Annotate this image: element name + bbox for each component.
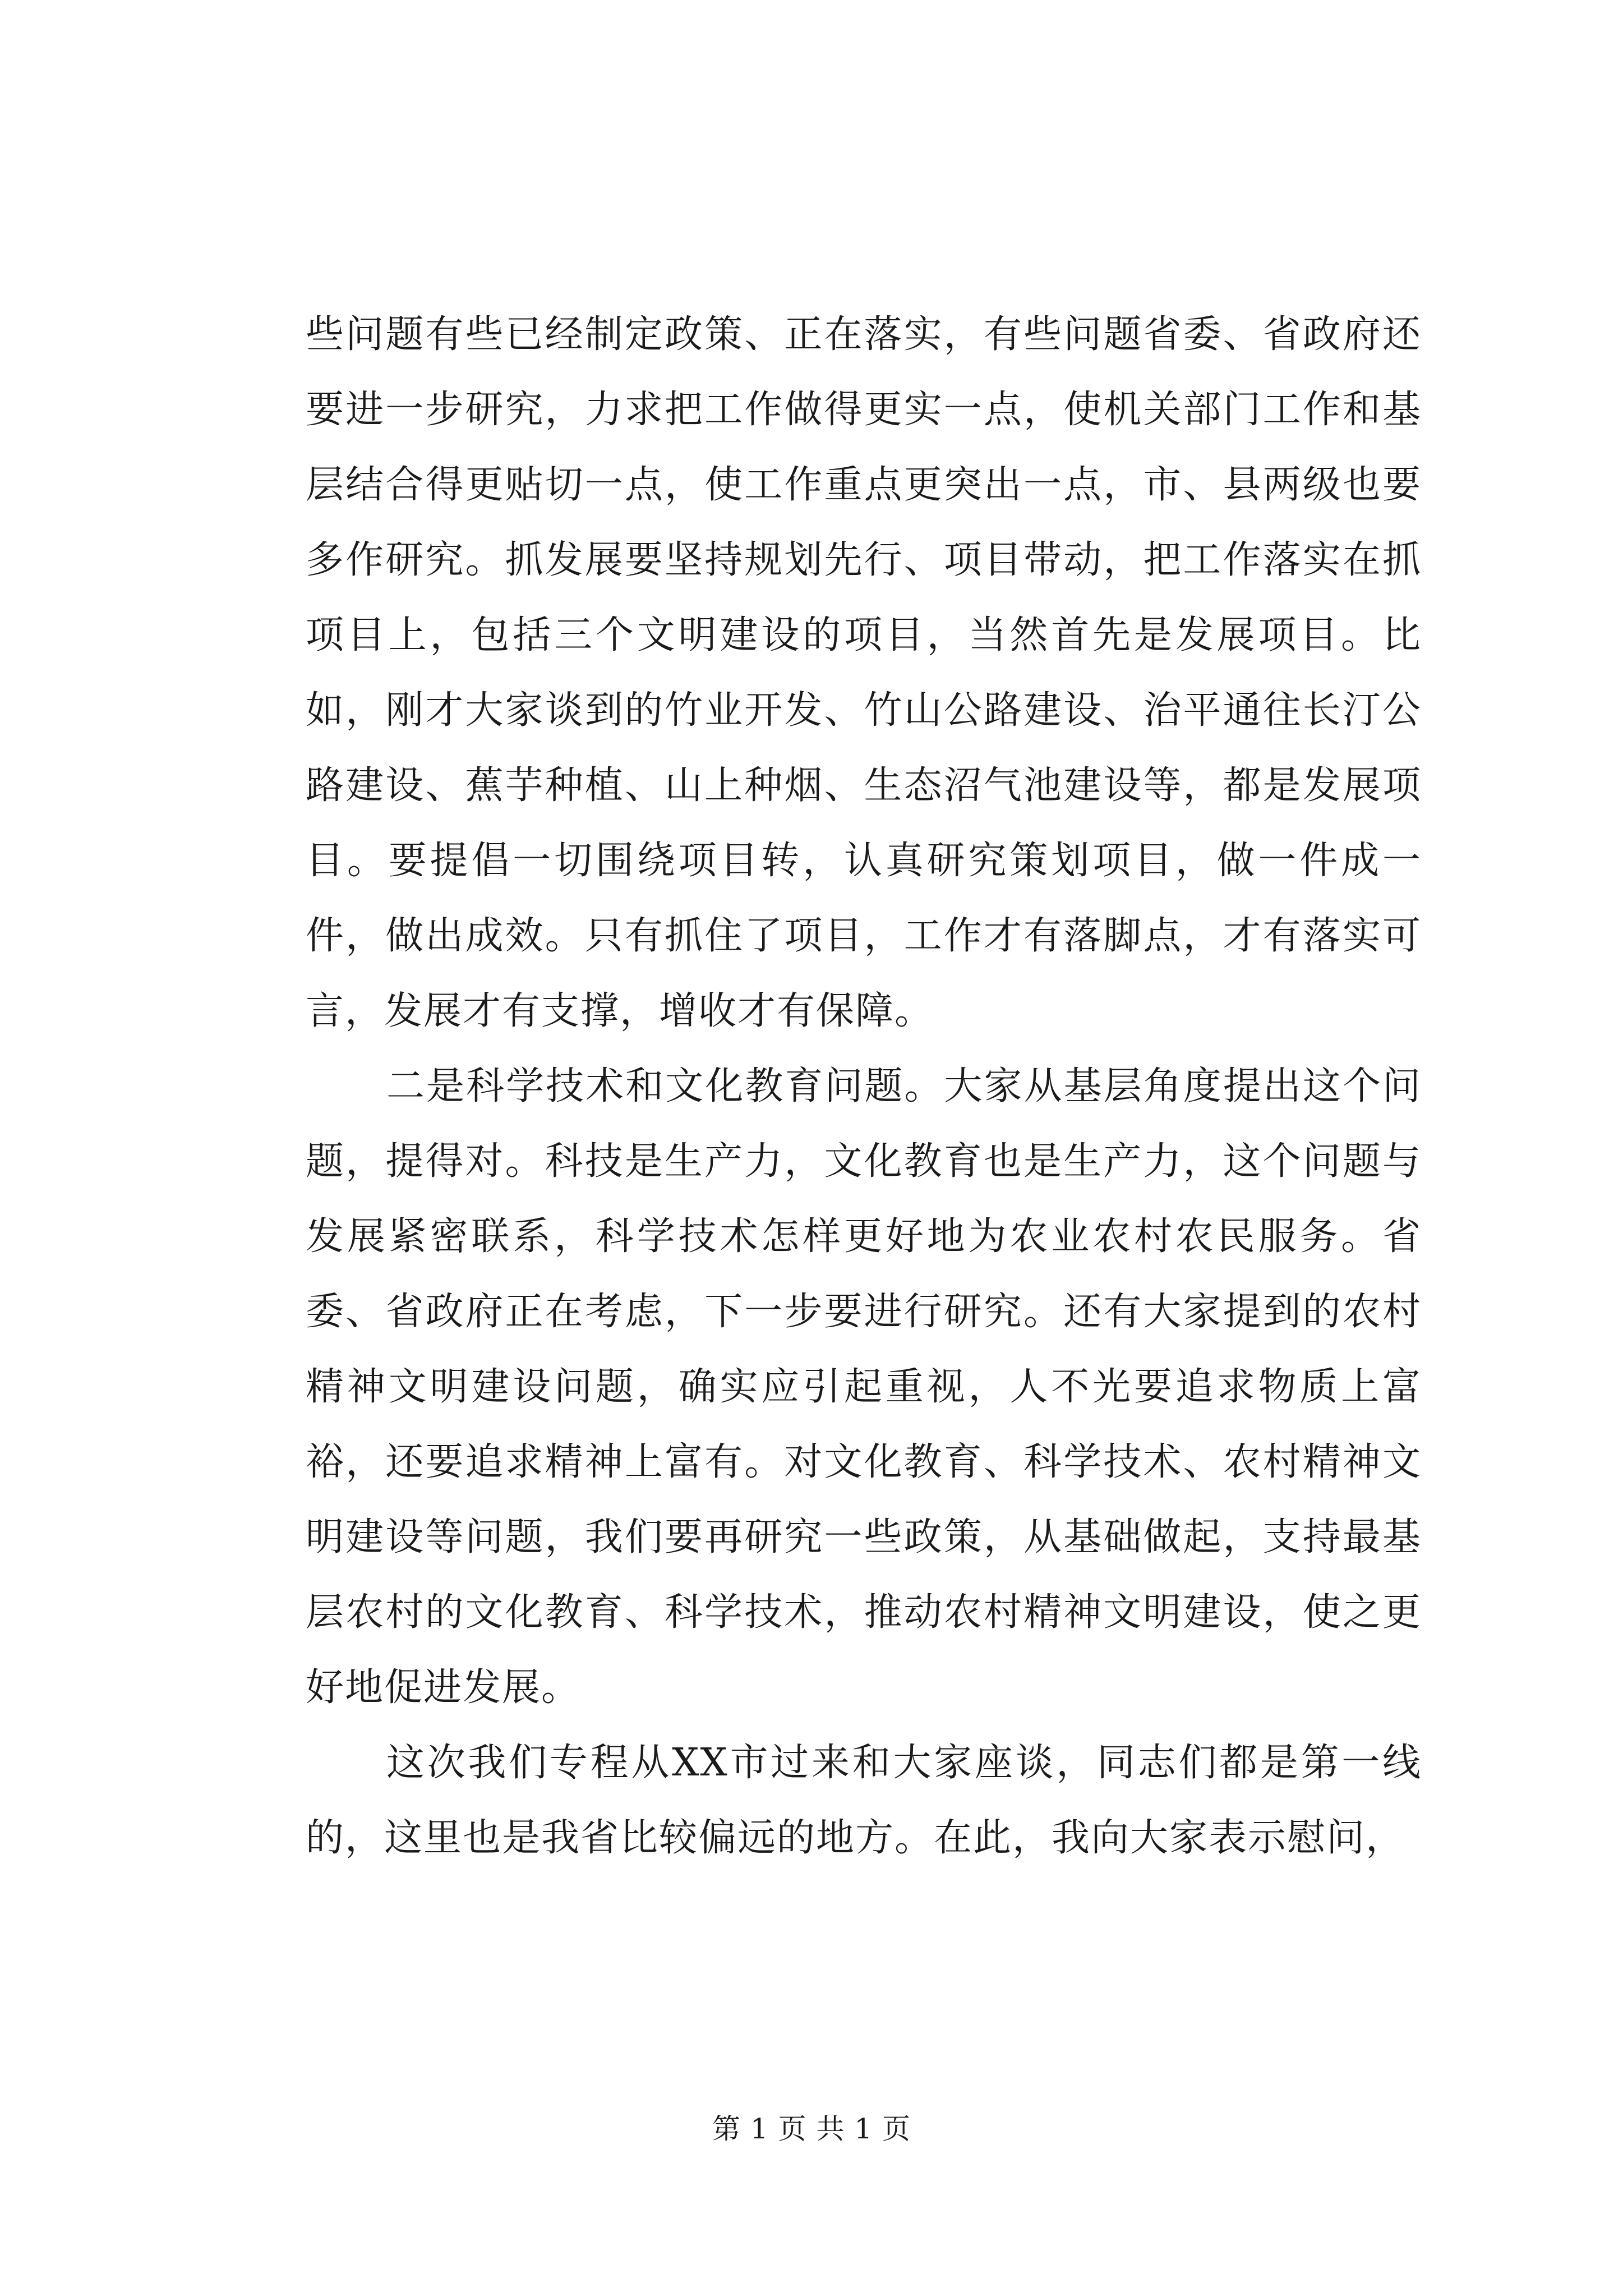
- page-number-label: 第 1 页 共 1 页: [712, 2113, 911, 2145]
- paragraph-3: 这次我们专程从XX市过来和大家座谈，同志们都是第一线的，这里也是我省比较偏远的地方。在此，我向大家表示慰问，: [306, 1741, 1422, 1860]
- page-footer: [0, 2109, 1623, 2148]
- paragraph-2: 二是科学技术和文化教育问题。大家从基层角度提出这个问题，提得对。科技是生产力，文化教育也是生产力，这个问题与发展紧密联系，科学技术怎样更好地为农业农村农民服务。省委、省政府正在考虑，下一步要进行研究。还有大家提到的农村精神文明建设问题，确实应引起重视，人不光要追求物质上富裕，还要追求精神上富有。对文化教育、科学技术、农村精神文明建设等问题，我们要再研究一些政策，从基础做起，支持最基层农村的文化教育、科学技术，推动农村精神文明建设，使之更好地促进发展。: [306, 1064, 1422, 1710]
- paragraph-1: 些问题有些已经制定政策、正在落实，有些问题省委、省政府还要进一步研究，力求把工作做得更实一点，使机关部门工作和基层结合得更贴切一点，使工作重点更突出一点，市、县两级也要多作研究。抓发展要坚持规划先行、项目带动，把工作落实在抓项目上，包括三个文明建设的项目，当然首先是发展项目。比如，刚才大家谈到的竹业开发、竹山公路建设、治平通往长汀公路建设、蕉芋种植、山上种烟、生态沼气池建设等，都是发展项目。要提倡一切围绕项目转，认真研究策划项目，做一件成一件，做出成效。只有抓住了项目，工作才有落脚点，才有落实可言，发展才有支撑，增收才有保障。: [306, 312, 1422, 1033]
- document-body: [306, 297, 1422, 1876]
